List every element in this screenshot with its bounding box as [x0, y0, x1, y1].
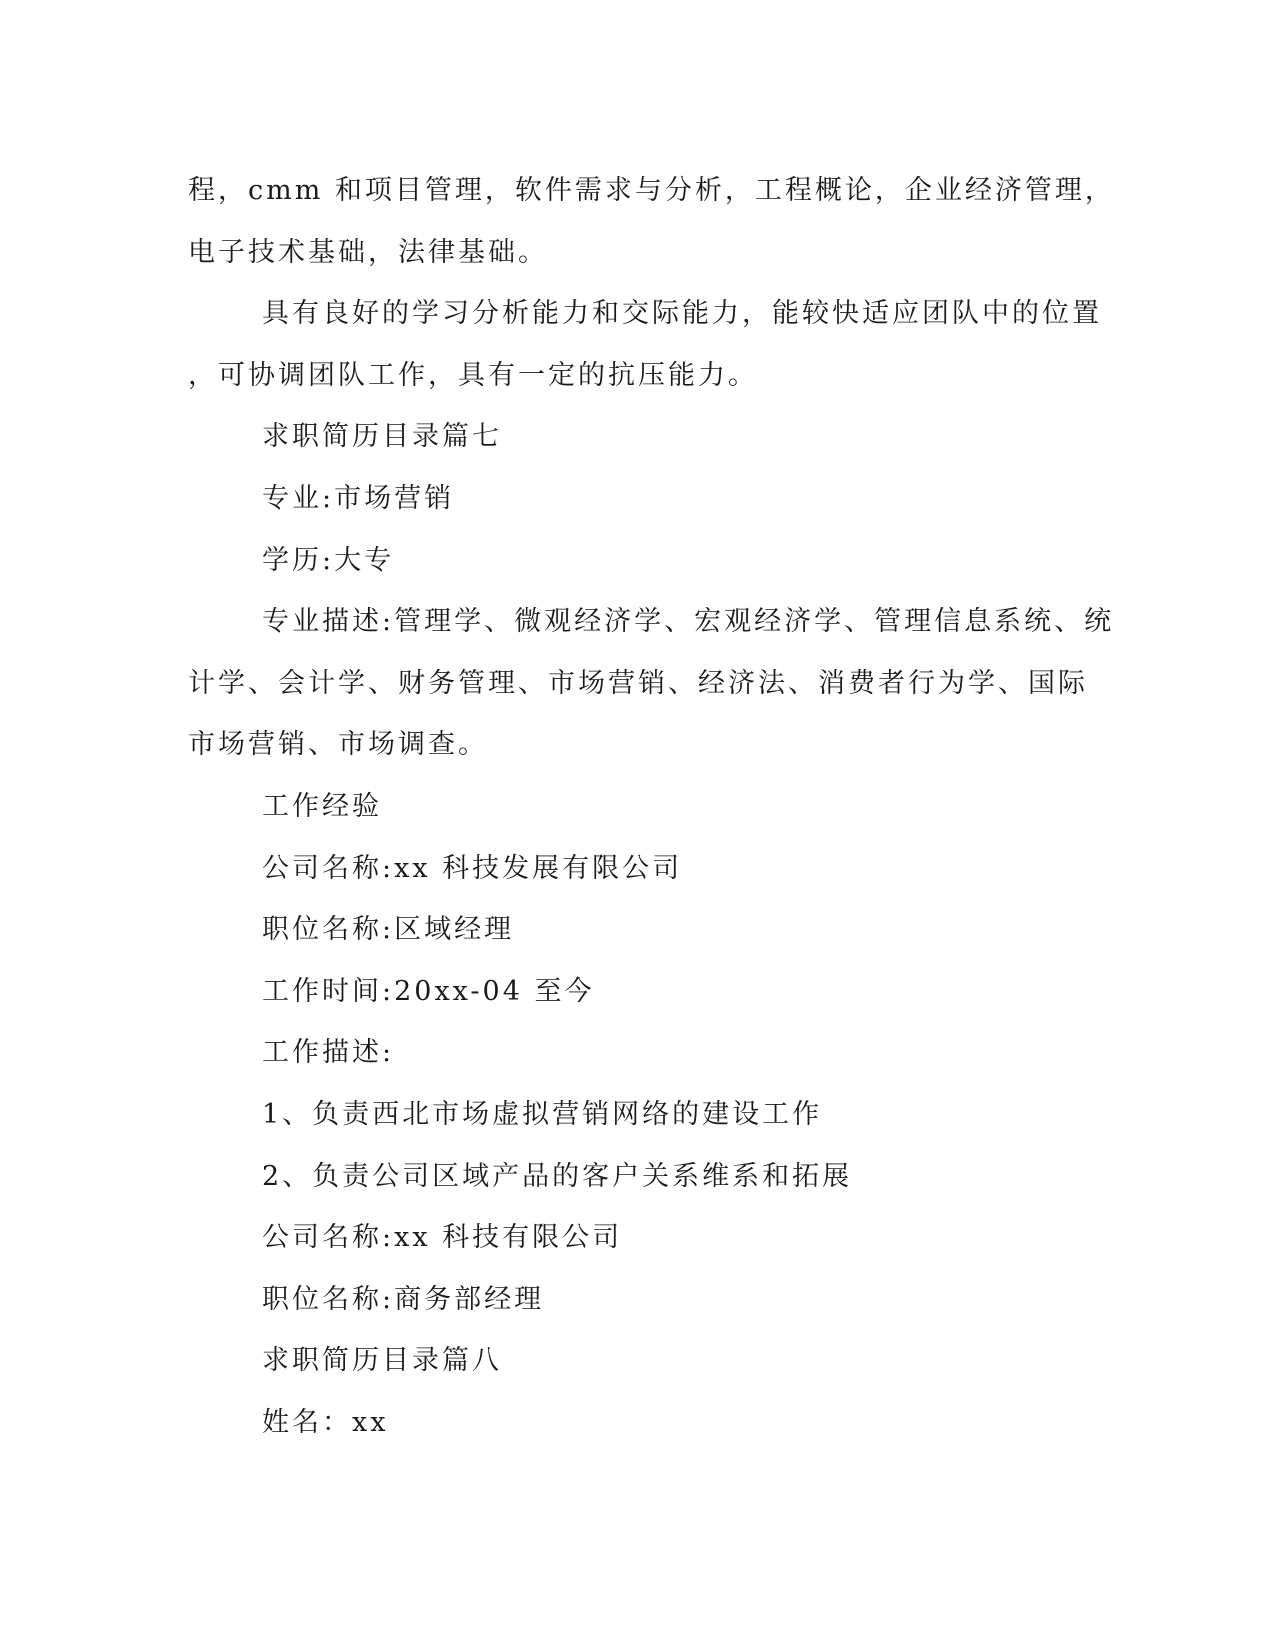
list-item: 2、负责公司区域产品的客户关系维系和拓展 [262, 1160, 853, 1192]
section-heading: 求职简历目录篇七 [262, 421, 502, 453]
text-line: 具有良好的学习分析能力和交际能力，能较快适应团队中的位置 [262, 298, 1102, 330]
text-line: 工作描述: [262, 1037, 395, 1069]
section-heading: 工作经验 [262, 790, 382, 822]
list-item: 1、负责西北市场虚拟营销网络的建设工作 [262, 1098, 823, 1130]
text-line: 程，cmm 和项目管理，软件需求与分析，工程概论，企业经济管理， [188, 175, 1115, 206]
text-line: 公司名称:xx 科技有限公司 [262, 1222, 623, 1254]
text-line: 工作时间:20xx-04 至今 [262, 975, 595, 1007]
text-line: 市场营销、市场调查。 [188, 729, 488, 761]
text-line: 职位名称:区域经理 [262, 914, 515, 946]
text-line: 职位名称:商务部经理 [262, 1283, 545, 1315]
text-line: 电子技术基础，法律基础。 [188, 236, 548, 268]
text-line: 专业描述:管理学、微观经济学、宏观经济学、管理信息系统、统 [262, 606, 1115, 638]
text-line: 学历:大专 [262, 544, 395, 576]
document-body [188, 160, 1115, 1453]
text-line: 专业:市场营销 [262, 482, 455, 514]
text-line: 姓名：xx [262, 1406, 389, 1438]
text-line: ，可协调团队工作，具有一定的抗压能力。 [188, 359, 758, 391]
section-heading: 求职简历目录篇八 [262, 1345, 502, 1377]
text-line: 计学、会计学、财务管理、市场营销、经济法、消费者行为学、国际 [188, 667, 1088, 699]
text-line: 公司名称:xx 科技发展有限公司 [262, 852, 683, 884]
